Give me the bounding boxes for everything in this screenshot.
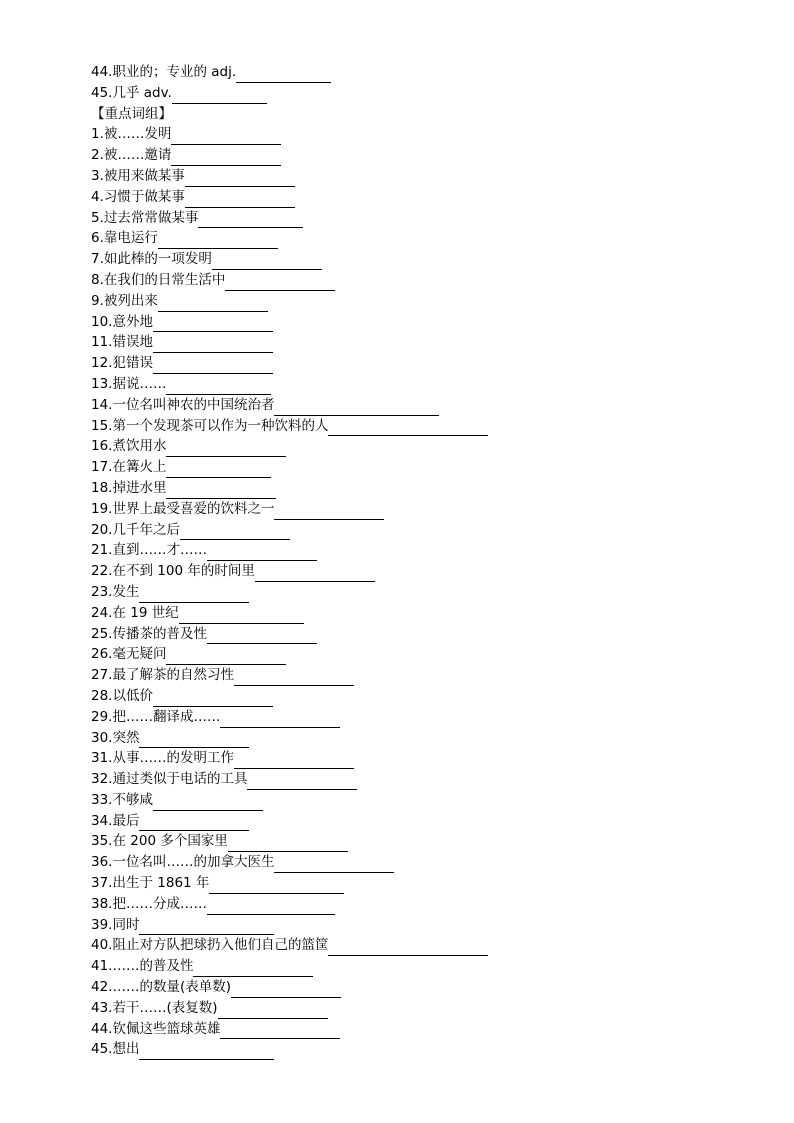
phrase-item: [91, 166, 488, 187]
phrase-item: [91, 208, 488, 229]
phrase-prompt: 11.错误地: [91, 334, 153, 351]
phrase-prompt: 28.以低价: [91, 687, 153, 704]
phrase-item: [91, 977, 488, 998]
answer-blank[interactable]: [212, 255, 322, 270]
answer-blank[interactable]: [139, 733, 249, 748]
phrase-prompt: 3.被用来做某事: [91, 167, 185, 184]
phrase-item: [91, 748, 488, 769]
phrase-prompt: 12.犯错误: [91, 355, 153, 372]
phrase-prompt: 32.通过类似于电话的工具: [91, 771, 248, 788]
phrase-item: [91, 374, 488, 395]
phrase-prompt: 42.……的数量(表单数): [91, 979, 232, 996]
section-title: 【重点词组】: [91, 105, 172, 122]
answer-blank[interactable]: [179, 609, 304, 624]
phrase-item: [91, 1019, 488, 1040]
phrase-item: [91, 603, 488, 624]
answer-blank[interactable]: [207, 546, 317, 561]
phrase-prompt: 15.第一个发现茶可以作为一种饮料的人: [91, 417, 329, 434]
answer-blank[interactable]: [139, 588, 249, 603]
phrase-item: [91, 332, 488, 353]
answer-blank[interactable]: [158, 234, 278, 249]
answer-blank[interactable]: [274, 401, 439, 416]
answer-blank[interactable]: [153, 317, 273, 332]
answer-blank[interactable]: [231, 983, 341, 998]
answer-blank[interactable]: [153, 338, 273, 353]
phrase-prompt: 31.从事……的发明工作: [91, 750, 234, 767]
answer-blank[interactable]: [274, 858, 394, 873]
phrase-item: [91, 956, 488, 977]
phrase-item: [91, 769, 488, 790]
phrase-prompt: 33.不够咸: [91, 791, 153, 808]
phrase-prompt: 35.在 200 多个国家里: [91, 833, 228, 850]
answer-blank[interactable]: [171, 151, 281, 166]
answer-blank[interactable]: [180, 525, 290, 540]
phrase-prompt: 26.毫无疑问: [91, 646, 167, 663]
phrase-item: [91, 873, 488, 894]
vocab-item: [91, 83, 488, 104]
phrase-prompt: 17.在篝火上: [91, 459, 167, 476]
phrase-prompt: 45.想出: [91, 1041, 140, 1058]
phrase-item: [91, 915, 488, 936]
phrase-item: [91, 998, 488, 1019]
answer-blank[interactable]: [158, 297, 268, 312]
phrase-prompt: 43.若干……(表复数): [91, 999, 218, 1016]
answer-blank[interactable]: [220, 1024, 340, 1039]
phrase-prompt: 37.出生于 1861 年: [91, 875, 210, 892]
phrase-prompt: 6.靠电运行: [91, 230, 158, 247]
answer-blank[interactable]: [172, 89, 267, 104]
phrase-prompt: 36.一位名叫……的加拿大医生: [91, 854, 275, 871]
phrase-prompt: 30.突然: [91, 729, 140, 746]
phrase-item: [91, 249, 488, 270]
phrase-item: [91, 831, 488, 852]
phrase-prompt: 39.同时: [91, 916, 140, 933]
phrase-item: [91, 935, 488, 956]
answer-blank[interactable]: [185, 172, 295, 187]
answer-blank[interactable]: [228, 837, 348, 852]
answer-blank[interactable]: [220, 713, 340, 728]
phrase-item: [91, 582, 488, 603]
phrase-item: [91, 520, 488, 541]
phrase-item: [91, 395, 488, 416]
phrase-item: [91, 457, 488, 478]
answer-blank[interactable]: [218, 1004, 328, 1019]
answer-blank[interactable]: [274, 505, 384, 520]
answer-blank[interactable]: [234, 671, 354, 686]
phrase-prompt: 13.据说……: [91, 375, 167, 392]
answer-blank[interactable]: [225, 276, 335, 291]
phrase-prompt: 38.把……分成……: [91, 895, 207, 912]
answer-blank[interactable]: [236, 68, 331, 83]
phrase-item: [91, 894, 488, 915]
section-heading: [91, 104, 488, 125]
phrase-prompt: 22.在不到 100 年的时间里: [91, 563, 255, 580]
answer-blank[interactable]: [185, 193, 295, 208]
answer-blank[interactable]: [166, 380, 271, 395]
phrase-item: [91, 728, 488, 749]
answer-blank[interactable]: [166, 463, 271, 478]
phrase-item: [91, 624, 488, 645]
phrase-prompt: 24.在 19 世纪: [91, 604, 179, 621]
phrase-item: [91, 707, 488, 728]
phrase-list: [91, 124, 488, 1060]
phrase-item: [91, 291, 488, 312]
phrase-prompt: 23.发生: [91, 583, 140, 600]
answer-blank[interactable]: [247, 775, 357, 790]
phrase-item: [91, 540, 488, 561]
phrase-prompt: 44.钦佩这些篮球英雄: [91, 1020, 221, 1037]
phrase-prompt: 14.一位名叫神农的中国统治者: [91, 396, 275, 413]
answer-blank[interactable]: [139, 816, 249, 831]
worksheet-content: [91, 62, 488, 1060]
answer-blank[interactable]: [153, 796, 263, 811]
phrase-item: [91, 644, 488, 665]
phrase-item: [91, 270, 488, 291]
answer-blank[interactable]: [153, 359, 273, 374]
answer-blank[interactable]: [328, 941, 488, 956]
phrase-item: [91, 124, 488, 145]
phrase-prompt: 41.……的普及性: [91, 958, 194, 975]
answer-blank[interactable]: [207, 900, 335, 915]
answer-blank[interactable]: [153, 692, 273, 707]
phrase-item: [91, 187, 488, 208]
phrase-item: [91, 561, 488, 582]
phrase-item: [91, 686, 488, 707]
phrase-item: [91, 312, 488, 333]
phrase-item: [91, 416, 488, 437]
phrase-item: [91, 353, 488, 374]
phrase-prompt: 27.最了解茶的自然习性: [91, 667, 234, 684]
phrase-prompt: 9.被列出来: [91, 292, 158, 309]
phrase-prompt: 4.习惯于做某事: [91, 188, 185, 205]
answer-blank[interactable]: [139, 1045, 274, 1060]
answer-blank[interactable]: [166, 650, 286, 665]
answer-blank[interactable]: [139, 920, 274, 935]
vocab-prompt: 44.职业的；专业的 adj.: [91, 64, 237, 80]
phrase-prompt: 40.阻止对方队把球扔入他们自己的篮筐: [91, 937, 329, 954]
phrase-prompt: 18.掉进水里: [91, 479, 167, 496]
phrase-item: [91, 790, 488, 811]
phrase-prompt: 2.被……邀请: [91, 147, 172, 164]
phrase-prompt: 16.煮饮用水: [91, 438, 167, 455]
phrase-prompt: 19.世界上最受喜爱的饮料之一: [91, 500, 275, 517]
phrase-prompt: 7.如此棒的一项发明: [91, 251, 212, 268]
phrase-prompt: 1.被……发明: [91, 126, 172, 143]
answer-blank[interactable]: [255, 567, 375, 582]
vocab-prompt: 45.几乎 adv.: [91, 84, 172, 101]
phrase-prompt: 10.意外地: [91, 313, 153, 330]
answer-blank[interactable]: [328, 421, 488, 436]
phrase-prompt: 34.最后: [91, 812, 140, 829]
phrase-prompt: 8.在我们的日常生活中: [91, 271, 226, 288]
phrase-item: [91, 852, 488, 873]
phrase-prompt: 29.把……翻译成……: [91, 708, 221, 725]
phrase-item: [91, 665, 488, 686]
phrase-item: [91, 436, 488, 457]
answer-blank[interactable]: [166, 484, 276, 499]
phrase-item: [91, 499, 488, 520]
answer-blank[interactable]: [166, 442, 286, 457]
phrase-prompt: 5.过去常常做某事: [91, 209, 199, 226]
answer-blank[interactable]: [171, 130, 281, 145]
phrase-item: [91, 1039, 488, 1060]
answer-blank[interactable]: [207, 629, 317, 644]
answer-blank[interactable]: [234, 754, 354, 769]
phrase-item: [91, 145, 488, 166]
answer-blank[interactable]: [193, 962, 313, 977]
answer-blank[interactable]: [198, 213, 303, 228]
phrase-prompt: 20.几千年之后: [91, 521, 180, 538]
phrase-item: [91, 811, 488, 832]
phrase-prompt: 21.直到……才……: [91, 542, 207, 559]
vocab-item: [91, 62, 488, 83]
phrase-prompt: 25.传播茶的普及性: [91, 625, 207, 642]
phrase-item: [91, 228, 488, 249]
answer-blank[interactable]: [209, 879, 344, 894]
phrase-item: [91, 478, 488, 499]
